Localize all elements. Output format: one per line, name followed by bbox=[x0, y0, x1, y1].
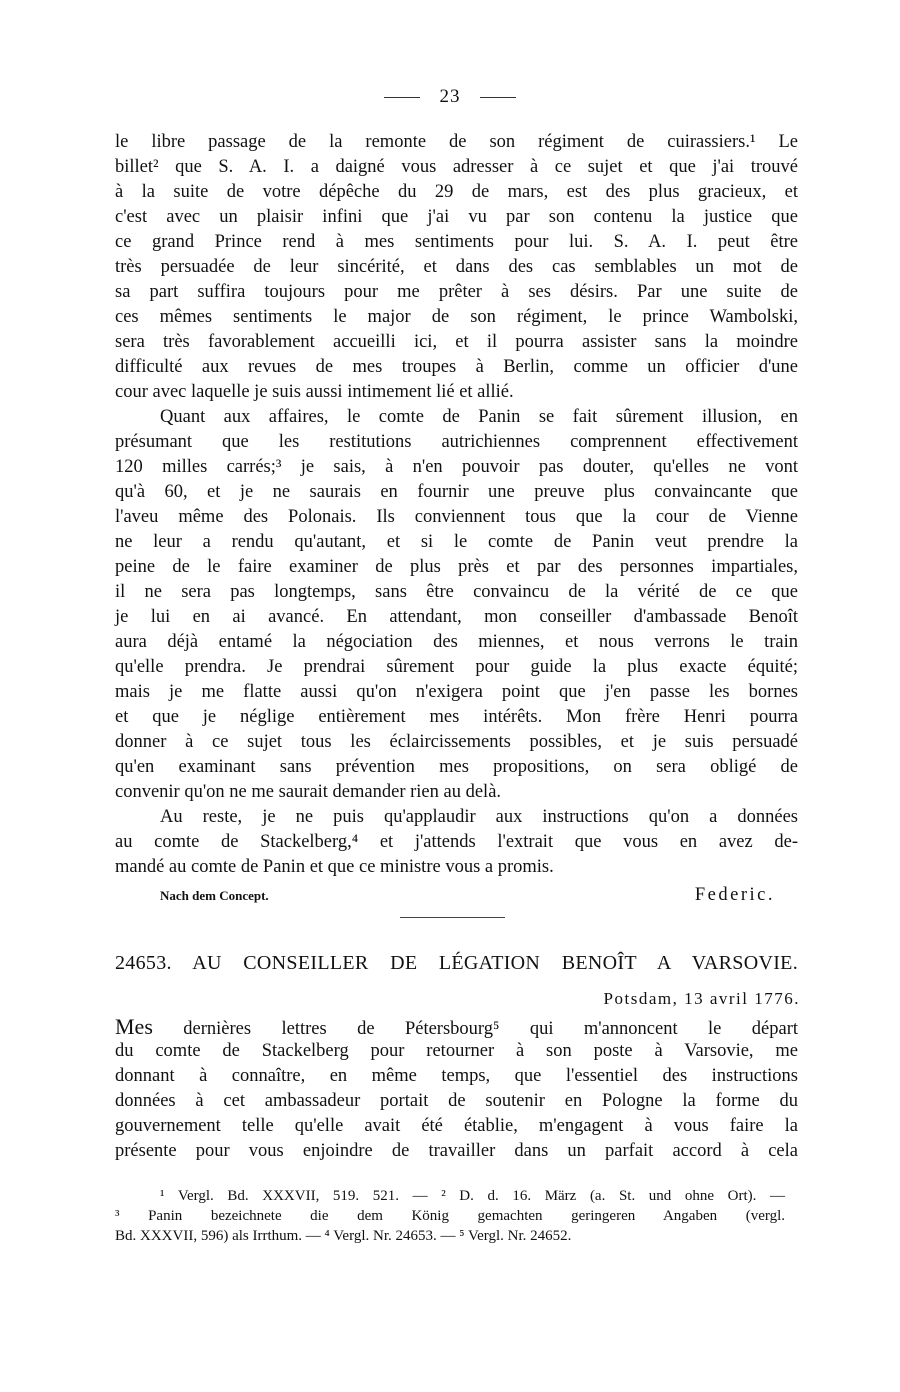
text-line: Quant aux affaires, le comte de Panin se fait sûrement illusion, en bbox=[160, 407, 798, 427]
footnote-line: ³ Panin bezeichnete die dem König gemachten geringeren Angaben (vergl. bbox=[115, 1208, 785, 1224]
text-line: c'est avec un plaisir infini que j'ai vu par son contenu la justice que bbox=[115, 207, 798, 227]
text-line: présente pour vous enjoindre de travailler dans un parfait accord à cela bbox=[115, 1141, 798, 1161]
first-word: Mes bbox=[115, 1014, 153, 1039]
section-divider bbox=[400, 917, 505, 918]
text-line: qu'elle prendra. Je prendrai sûrement pour guide la plus exacte équité; bbox=[115, 657, 798, 677]
text-line: sa part suffira toujours pour me prêter à ses désirs. Par une suite de bbox=[115, 282, 798, 302]
text-line: donner à ce sujet tous les éclaircissements possibles, et je suis persuadé bbox=[115, 732, 798, 752]
page-number-header bbox=[0, 86, 900, 108]
text-line: à la suite de votre dépêche du 29 de mars, est des plus gracieux, et bbox=[115, 182, 798, 202]
text-line: mandé au comte de Panin et que ce ministre vous a promis. bbox=[115, 857, 554, 877]
text-line: je lui en ai avancé. En attendant, mon conseiller d'ambassade Benoît bbox=[115, 607, 798, 627]
letter-heading: 24653. AU CONSEILLER DE LÉGATION BENOÎT A VARSOVIE. bbox=[115, 952, 798, 974]
source-note: Nach dem Concept. bbox=[160, 888, 269, 903]
text-line: billet² que S. A. I. a daigné vous adresser à ce sujet et que j'ai trouvé bbox=[115, 157, 798, 177]
text-line: peine de le faire examiner de plus près et par des personnes impartiales, bbox=[115, 557, 798, 577]
header-dash-right bbox=[480, 97, 516, 98]
text-line: difficulté aux revues de mes troupes à Berlin, comme un officier d'une bbox=[115, 357, 798, 377]
text-line: gouvernement telle qu'elle avait été établie, m'engagent à vous faire la bbox=[115, 1116, 798, 1136]
signature-row bbox=[160, 882, 775, 908]
letter-body-continued bbox=[115, 130, 798, 880]
text-line: ce grand Prince rend à mes sentiments pour lui. S. A. I. peut être bbox=[115, 232, 798, 252]
text-line: données à cet ambassadeur portait de soutenir en Pologne la forme du bbox=[115, 1091, 798, 1111]
text-line: Au reste, je ne puis qu'applaudir aux instructions qu'on a données bbox=[160, 807, 798, 827]
text-line: 120 milles carrés;³ je sais, à n'en pouvoir pas douter, qu'elles ne vont bbox=[115, 457, 798, 477]
dateline: Potsdam, 13 avril 1776. bbox=[603, 989, 800, 1008]
first-line-rest: dernières lettres de Pétersbourg⁵ qui m'annoncent le départ bbox=[152, 1019, 798, 1039]
text-line: au comte de Stackelberg,⁴ et j'attends l'extrait que vous en avez de- bbox=[115, 832, 798, 852]
text-line: qu'à 60, et je ne saurais en fournir une preuve plus convaincante que bbox=[115, 482, 798, 502]
text-line: très persuadée de leur sincérité, et dans des cas semblables un mot de bbox=[115, 257, 798, 277]
text-line: l'aveu même des Polonais. Ils conviennent tous que la cour de Vienne bbox=[115, 507, 798, 527]
text-line-first bbox=[115, 1014, 798, 1039]
footnote-line: Bd. XXXVII, 596) als Irrthum. — ⁴ Vergl. Nr. 24653. — ⁵ Vergl. Nr. 24652. bbox=[115, 1228, 572, 1244]
text-line: qu'en examinant sans prévention mes propositions, on sera obligé de bbox=[115, 757, 798, 777]
text-line: du comte de Stackelberg pour retourner à son poste à Varsovie, me bbox=[115, 1041, 798, 1061]
text-line: mais je me flatte aussi qu'on n'exigera point que j'en passe les bornes bbox=[115, 682, 798, 702]
text-line: sera très favorablement accueilli ici, et il pourra assister sans la moindre bbox=[115, 332, 798, 352]
text-line: il ne sera pas longtemps, sans être convaincu de la vérité de ce que bbox=[115, 582, 798, 602]
footnotes bbox=[115, 1186, 785, 1246]
text-line: présumant que les restitutions autrichiennes comprennent effectivement bbox=[115, 432, 798, 452]
footnote-line: ¹ Vergl. Bd. XXXVII, 519. 521. — ² D. d. 16. März (a. St. und ohne Ort). — bbox=[160, 1188, 785, 1204]
text-line: ces mêmes sentiments le major de son régiment, le prince Wambolski, bbox=[115, 307, 798, 327]
text-line: cour avec laquelle je suis aussi intimement lié et allié. bbox=[115, 382, 514, 402]
header-dash-left bbox=[384, 97, 420, 98]
text-line: le libre passage de la remonte de son régiment de cuirassiers.¹ Le bbox=[115, 132, 798, 152]
text-line: ne leur a rendu qu'autant, et si le comte de Panin veut prendre la bbox=[115, 532, 798, 552]
text-line: donnant à connaître, en même temps, que l'essentiel des instructions bbox=[115, 1066, 798, 1086]
page-number: 23 bbox=[439, 86, 461, 107]
letter-body-new bbox=[115, 1014, 798, 1164]
text-line: et que je néglige entièrement mes intérêts. Mon frère Henri pourra bbox=[115, 707, 798, 727]
text-line: aura déjà entamé la négociation des miennes, et nous verrons le train bbox=[115, 632, 798, 652]
text-line: convenir qu'on ne me saurait demander rien au delà. bbox=[115, 782, 502, 802]
signature: Federic. bbox=[694, 885, 775, 905]
